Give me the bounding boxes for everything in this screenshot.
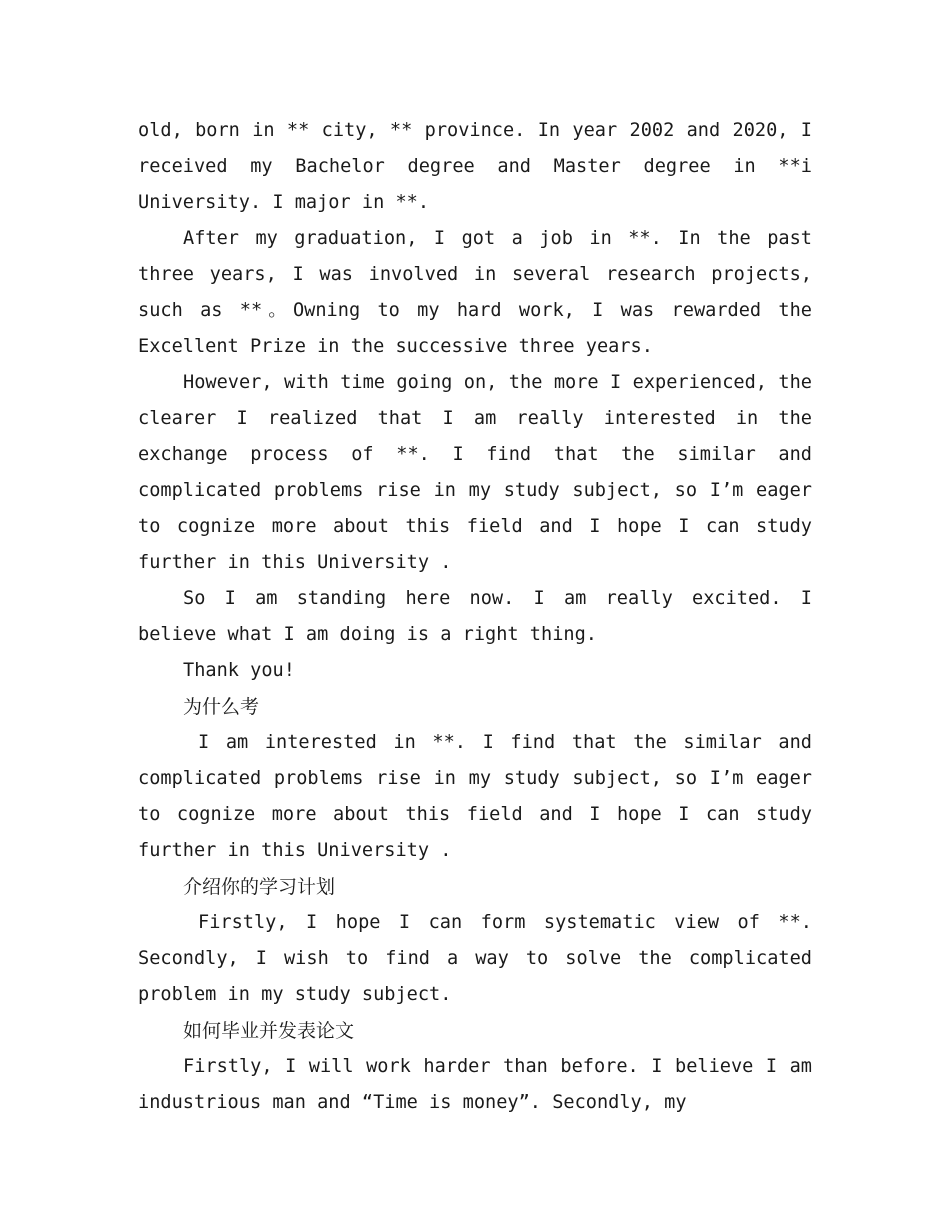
paragraph-study-plan: Firstly, I hope I can form systematic view of **. Secondly, I wish to find a way to solve the complicated problem in my study subject. xyxy=(138,912,812,1005)
paragraph-graduation: After my graduation, I got a job in **. In the past three years, I was involved in several research projects, such as **。Owning to my hard work, I was rewarded the Excellent Prize in the successive three years. xyxy=(138,228,812,357)
paragraph-interest: However, with time going on, the more I experienced, the clearer I realized that I am really interested in the exchange process of **. I find that the similar and complicated problems rise in my study subject, so I’m eager to cognize more about this field and I hope I can study further in this University . xyxy=(138,372,812,573)
heading-graduate-publish: 如何毕业并发表论文 xyxy=(183,1020,355,1042)
paragraph-thank-you: Thank you! xyxy=(183,660,295,681)
paragraph-why-apply: I am interested in **. I find that the similar and complicated problems rise in my study subject, so I’m eager to cognize more about this field and I hope I can study further in this University . xyxy=(138,732,812,861)
heading-study-plan: 介绍你的学习计划 xyxy=(183,876,336,898)
document-page xyxy=(138,113,812,1121)
heading-why-apply: 为什么考 xyxy=(183,696,260,718)
paragraph-graduate-publish: Firstly, I will work harder than before. I believe I am industrious man and “Time is money”. Secondly, my xyxy=(138,1056,812,1113)
paragraph-standing-here: So I am standing here now. I am really excited. I believe what I am doing is a right thing. xyxy=(138,588,812,645)
paragraph-intro-continued: old, born in ** city, ** province. In year 2002 and 2020, I received my Bachelor degree and Master degree in **i University. I major in **. xyxy=(138,120,812,213)
